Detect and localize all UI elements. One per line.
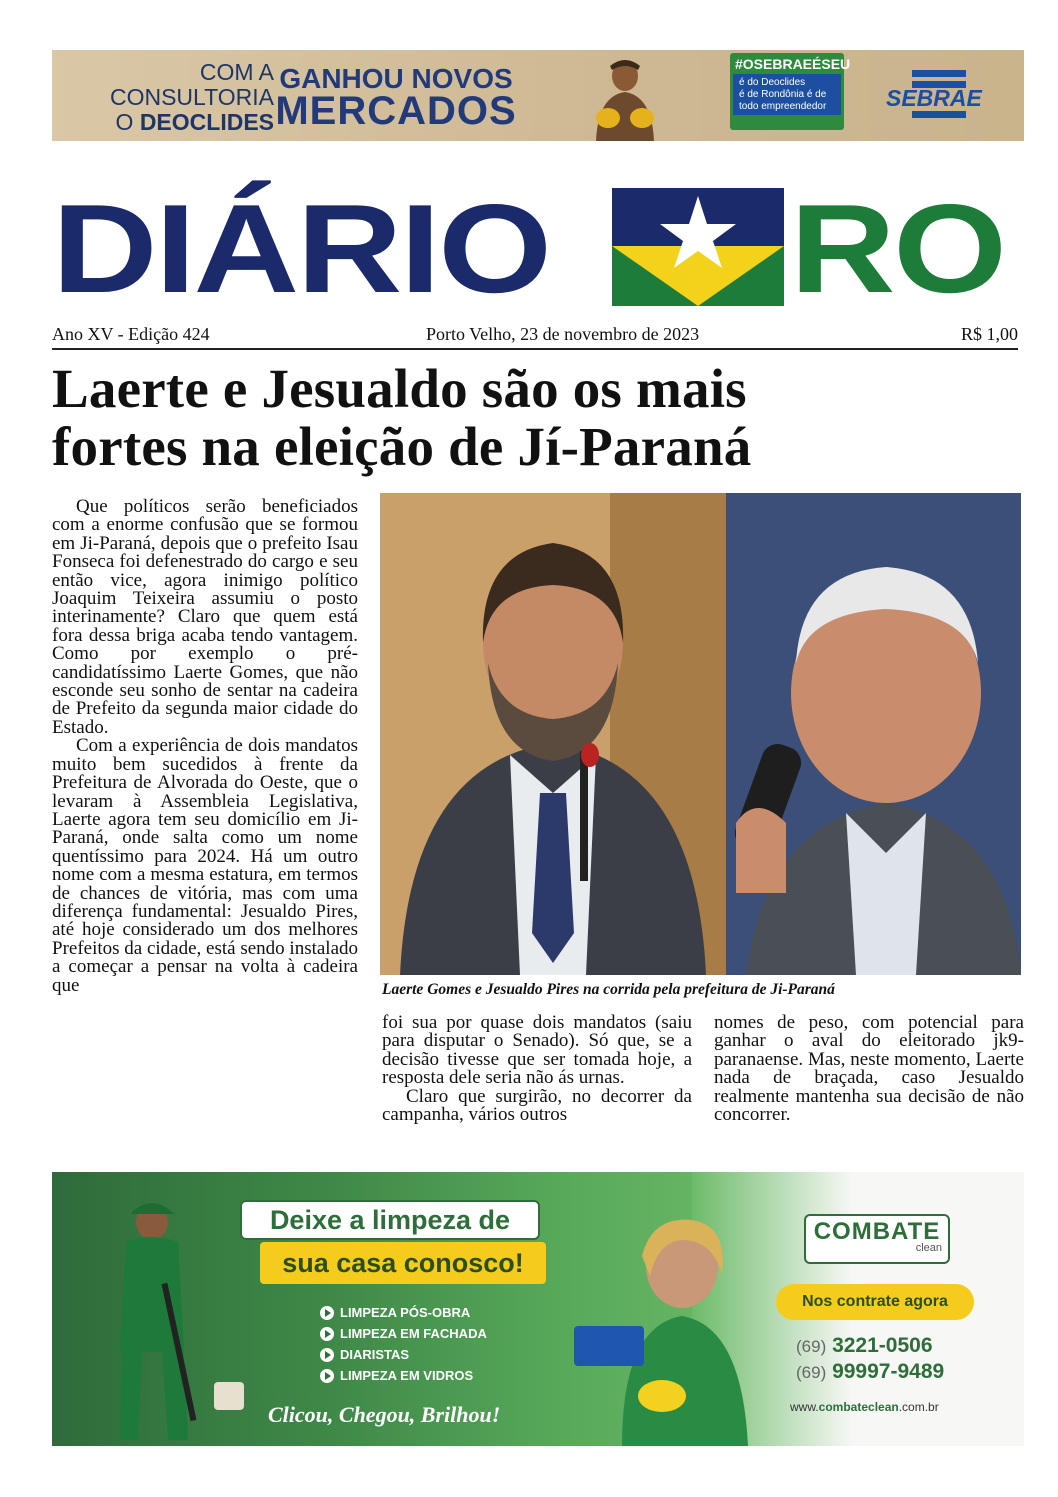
portrait-left bbox=[380, 493, 726, 975]
photo-jesualdo-pires bbox=[726, 493, 1021, 975]
ad-line-1: COM A bbox=[199, 59, 274, 85]
ad-tagline: é do Deoclides é de Rondônia é de todo empreendedor bbox=[733, 74, 841, 115]
masthead-title: DIÁRIO bbox=[52, 178, 550, 319]
hashtag: #OSEBRAEÉSEU bbox=[735, 56, 851, 72]
issue-number: Ano XV - Edição 424 bbox=[52, 324, 210, 344]
play-icon bbox=[320, 1369, 334, 1383]
service-item: LIMPEZA PÓS-OBRA bbox=[320, 1302, 487, 1323]
price: R$ 1,00 bbox=[960, 324, 1018, 344]
cleaning-worker-photo bbox=[80, 1182, 250, 1446]
website-link[interactable]: www.combateclean.com.br bbox=[790, 1400, 939, 1414]
paragraph: foi sua por quase dois mandatos (saiu para disputar o Senado). Só que, se a decisão tivesse que ser tomada hoje, a resposta dele seria não ás urnas. bbox=[382, 1012, 692, 1089]
sebrae-hashtag-box bbox=[730, 53, 851, 130]
ad-headline-b: sua casa conosco! bbox=[260, 1242, 546, 1284]
article-column-1 bbox=[52, 498, 358, 995]
paragraph: Com a experiência de dois mandatos muito bem sucedidos à frente da Prefeitura de Alvorada do Oeste, que o levaram à Assembleia Legislativa, Laerte agora tem seu domicílio em Ji-Paraná, onde salta como um nome quentíssimo para 2024. Há um outro nome com a mesma estatura, em termos de chances de vitória, mas com uma diferença fundamental: Jesualdo Pires, até hoje considerado um dos melhores Prefeitos da cidade, está sendo instalado a começar a pensar na volta à cadeira que bbox=[52, 735, 359, 996]
sebrae-logo bbox=[882, 68, 986, 124]
play-icon bbox=[320, 1306, 334, 1320]
ad-line-3: O DEOCLIDES bbox=[115, 109, 274, 135]
top-banner-ad[interactable] bbox=[52, 50, 1024, 141]
article-column-3 bbox=[714, 1014, 1024, 1124]
article-column-2 bbox=[382, 1014, 692, 1124]
ad-slogan: Clicou, Chegou, Brilhou! bbox=[268, 1402, 501, 1427]
photo-caption: Laerte Gomes e Jesualdo Pires na corrida pela prefeitura de Ji-Paraná bbox=[382, 981, 835, 998]
main-headline bbox=[52, 360, 1018, 476]
paragraph: nomes de peso, com potencial para ganhar o aval do eleitorado jk9-paranaense. Mas, neste momento, Laerte nada de braçada, caso Jesualdo realmente mantenha sua decisão de não concorrer. bbox=[714, 1012, 1024, 1126]
contact-cta-button[interactable]: Nos contrate agora bbox=[776, 1284, 974, 1320]
ad-line-2: CONSULTORIA bbox=[109, 84, 274, 110]
phone-number-2[interactable]: (69) 99997-9489 bbox=[796, 1360, 945, 1383]
ad-headline-a: GANHOU NOVOS bbox=[279, 63, 513, 94]
portrait-right bbox=[726, 493, 1021, 975]
play-icon bbox=[320, 1327, 334, 1341]
dateline: Porto Velho, 23 de novembro de 2023 bbox=[426, 324, 700, 344]
photo-laerte-gomes bbox=[380, 493, 726, 975]
cleaning-woman-photo bbox=[562, 1196, 782, 1446]
sebrae-wordmark: SEBRAE bbox=[886, 85, 982, 111]
service-item: LIMPEZA EM FACHADA bbox=[320, 1323, 487, 1344]
headline-line-1: Laerte e Jesualdo são os mais bbox=[52, 358, 747, 419]
paragraph: Que políticos serão beneficiados com a enorme confusão que se formou em Ji-Paraná, depois que o prefeito Isau Fonseca foi defenestrado do cargo e seu então vice, agora inimigo político Joaquim Teixeira assumiu o posto interinamente? Claro que quem está fora dessa briga acaba tendo vantagem. Como por exemplo o pré-candidatíssimo Laerte Gomes, que não esconde seu sonho de sentar na cadeira de Prefeito da segunda maior cidade do Estado. bbox=[52, 496, 358, 738]
ad-headline-b: MERCADOS bbox=[275, 89, 517, 133]
ad-left-text bbox=[84, 60, 274, 135]
ad-headline-a: Deixe a limpeza de bbox=[240, 1200, 540, 1240]
services-list bbox=[320, 1302, 487, 1386]
paragraph: Claro que surgirão, no decorrer da campanha, vários outros bbox=[382, 1085, 692, 1126]
phone-number-1[interactable]: (69) 3221-0506 bbox=[796, 1334, 933, 1357]
bottom-banner-ad[interactable] bbox=[52, 1172, 1024, 1446]
ad-headline bbox=[274, 62, 518, 133]
service-item: DIARISTAS bbox=[320, 1344, 487, 1365]
service-item: LIMPEZA EM VIDROS bbox=[320, 1365, 487, 1386]
masthead bbox=[52, 178, 1024, 319]
edition-bar bbox=[52, 322, 1018, 350]
play-icon bbox=[320, 1348, 334, 1362]
rondonia-flag-icon bbox=[612, 188, 784, 306]
masthead-ro: RO bbox=[790, 178, 1005, 319]
headline-line-2: fortes na eleição de Jí-Paraná bbox=[52, 416, 752, 477]
combate-clean-logo: COMBATE clean bbox=[804, 1214, 950, 1264]
farmer-photo bbox=[580, 52, 670, 141]
